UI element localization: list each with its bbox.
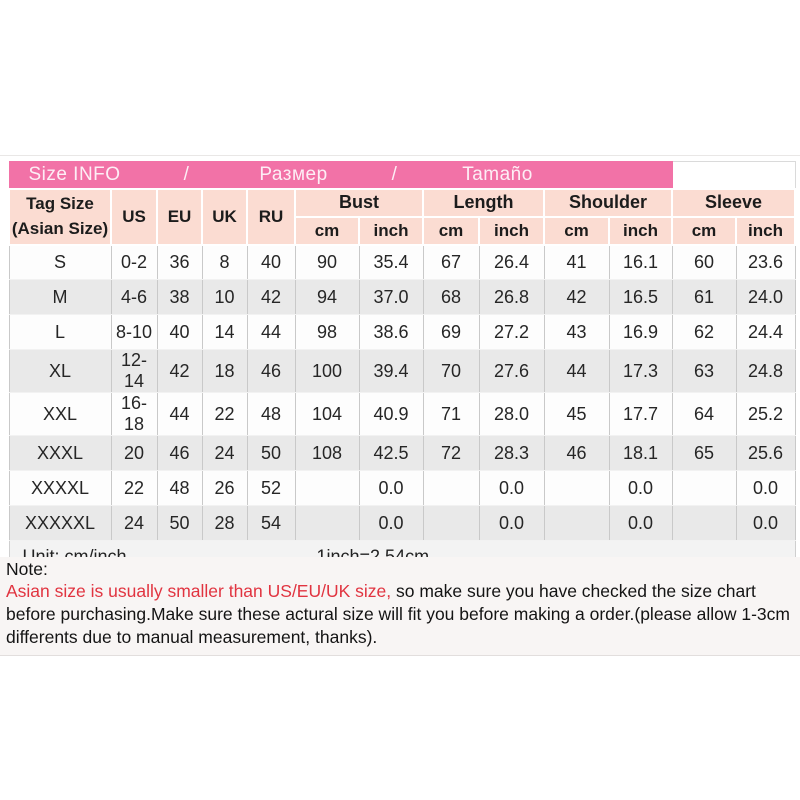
- cell-shoulder-inch: 16.1: [609, 245, 672, 280]
- cell-shoulder-inch: 17.7: [609, 393, 672, 436]
- cell-us: 22: [111, 471, 157, 506]
- cell-length-inch: 26.4: [479, 245, 544, 280]
- cell-eu: 46: [157, 436, 202, 471]
- cell-bust-inch: 42.5: [359, 436, 423, 471]
- table-row: [9, 315, 795, 350]
- cell-sleeve-inch: 24.8: [736, 350, 795, 393]
- column-header-eu: EU: [157, 189, 202, 245]
- cell-sleeve-cm: [672, 506, 736, 541]
- cell-sleeve-inch: 25.2: [736, 393, 795, 436]
- cell-us: 24: [111, 506, 157, 541]
- cell-sleeve-inch: 0.0: [736, 471, 795, 506]
- column-header-uk: UK: [202, 189, 247, 245]
- title-empty-cell: [672, 162, 795, 189]
- cell-length-cm: 69: [423, 315, 479, 350]
- cell-ru: 44: [247, 315, 295, 350]
- cell-shoulder-inch: 17.3: [609, 350, 672, 393]
- cell-eu: 36: [157, 245, 202, 280]
- cell-length-inch: 27.2: [479, 315, 544, 350]
- cell-bust-cm: 108: [295, 436, 359, 471]
- size-rows: [9, 245, 795, 541]
- cell-bust-cm: [295, 506, 359, 541]
- cell-length-cm: 67: [423, 245, 479, 280]
- cell-sleeve-cm: 62: [672, 315, 736, 350]
- cell-bust-inch: 39.4: [359, 350, 423, 393]
- cell-bust-inch: 40.9: [359, 393, 423, 436]
- cell-shoulder-cm: 44: [544, 350, 609, 393]
- table-row: [9, 245, 795, 280]
- subheader-bust-cm: cm: [295, 217, 359, 245]
- table-title-bar: [9, 162, 672, 189]
- cell-sleeve-cm: 60: [672, 245, 736, 280]
- cell-length-inch: 0.0: [479, 506, 544, 541]
- title-segment-tamano: Tamaño: [462, 163, 533, 185]
- cell-tag: XXXXXL: [9, 506, 111, 541]
- title-segment-razmer: Размер: [259, 163, 328, 185]
- cell-bust-inch: 37.0: [359, 280, 423, 315]
- cell-ru: 52: [247, 471, 295, 506]
- cell-length-cm: 71: [423, 393, 479, 436]
- cell-tag: M: [9, 280, 111, 315]
- cell-ru: 40: [247, 245, 295, 280]
- gridline-divider: [0, 155, 800, 156]
- cell-bust-inch: 35.4: [359, 245, 423, 280]
- cell-bust-cm: 94: [295, 280, 359, 315]
- cell-ru: 46: [247, 350, 295, 393]
- cell-sleeve-inch: 24.0: [736, 280, 795, 315]
- cell-sleeve-inch: 23.6: [736, 245, 795, 280]
- cell-length-inch: 28.0: [479, 393, 544, 436]
- cell-sleeve-inch: 24.4: [736, 315, 795, 350]
- cell-length-inch: 27.6: [479, 350, 544, 393]
- cell-ru: 54: [247, 506, 295, 541]
- cell-shoulder-inch: 0.0: [609, 471, 672, 506]
- subheader-bust-inch: inch: [359, 217, 423, 245]
- title-separator: /: [183, 163, 190, 185]
- cell-tag: XXXL: [9, 436, 111, 471]
- cell-uk: 10: [202, 280, 247, 315]
- cell-us: 16-18: [111, 393, 157, 436]
- cell-shoulder-inch: 18.1: [609, 436, 672, 471]
- cell-bust-inch: 38.6: [359, 315, 423, 350]
- note-highlight: Asian size is usually smaller than US/EU/UK size,: [6, 581, 392, 601]
- cell-sleeve-inch: 0.0: [736, 506, 795, 541]
- subheader-shoulder-inch: inch: [609, 217, 672, 245]
- cell-sleeve-cm: 63: [672, 350, 736, 393]
- note-section: [0, 557, 800, 656]
- cell-bust-cm: [295, 471, 359, 506]
- cell-length-cm: [423, 471, 479, 506]
- note-text: [6, 580, 792, 649]
- note-body: so make sure you have checked the size chart before purchasing.Make sure these actural size will fit you before making a order.(please allow 1-3cm differents due to manual measurement, thanks).: [6, 581, 790, 647]
- cell-bust-cm: 104: [295, 393, 359, 436]
- cell-shoulder-cm: [544, 506, 609, 541]
- cell-shoulder-cm: 46: [544, 436, 609, 471]
- cell-sleeve-inch: 25.6: [736, 436, 795, 471]
- cell-shoulder-cm: 45: [544, 393, 609, 436]
- cell-length-inch: 26.8: [479, 280, 544, 315]
- group-header-sleeve: Sleeve: [672, 189, 795, 217]
- subheader-sleeve-inch: inch: [736, 217, 795, 245]
- table-title-row: [9, 162, 795, 189]
- column-header-ru: RU: [247, 189, 295, 245]
- cell-bust-cm: 90: [295, 245, 359, 280]
- cell-shoulder-cm: 43: [544, 315, 609, 350]
- title-segment-size-info: Size INFO: [28, 163, 121, 185]
- cell-bust-cm: 98: [295, 315, 359, 350]
- cell-us: 20: [111, 436, 157, 471]
- tag-size-header: [9, 189, 111, 245]
- group-header-shoulder: Shoulder: [544, 189, 672, 217]
- cell-sleeve-cm: 64: [672, 393, 736, 436]
- cell-bust-inch: 0.0: [359, 471, 423, 506]
- cell-eu: 50: [157, 506, 202, 541]
- cell-shoulder-inch: 16.5: [609, 280, 672, 315]
- cell-uk: 18: [202, 350, 247, 393]
- cell-sleeve-cm: 61: [672, 280, 736, 315]
- cell-tag: XL: [9, 350, 111, 393]
- cell-us: 12-14: [111, 350, 157, 393]
- column-header-us: US: [111, 189, 157, 245]
- cell-length-cm: 70: [423, 350, 479, 393]
- cell-eu: 38: [157, 280, 202, 315]
- cell-uk: 8: [202, 245, 247, 280]
- cell-ru: 42: [247, 280, 295, 315]
- cell-shoulder-cm: 41: [544, 245, 609, 280]
- cell-eu: 44: [157, 393, 202, 436]
- cell-uk: 24: [202, 436, 247, 471]
- cell-uk: 28: [202, 506, 247, 541]
- cell-ru: 48: [247, 393, 295, 436]
- cell-sleeve-cm: [672, 471, 736, 506]
- table-header-row: [9, 189, 795, 217]
- cell-length-inch: 28.3: [479, 436, 544, 471]
- cell-us: 8-10: [111, 315, 157, 350]
- table-row: [9, 350, 795, 393]
- cell-eu: 42: [157, 350, 202, 393]
- subheader-length-inch: inch: [479, 217, 544, 245]
- subheader-length-cm: cm: [423, 217, 479, 245]
- size-chart-table: [8, 161, 796, 574]
- cell-us: 0-2: [111, 245, 157, 280]
- cell-tag: S: [9, 245, 111, 280]
- cell-length-cm: 68: [423, 280, 479, 315]
- group-header-length: Length: [423, 189, 544, 217]
- table-row: [9, 436, 795, 471]
- cell-bust-inch: 0.0: [359, 506, 423, 541]
- cell-uk: 22: [202, 393, 247, 436]
- cell-length-cm: [423, 506, 479, 541]
- table-row: [9, 471, 795, 506]
- note-label: Note:: [6, 559, 48, 579]
- subheader-sleeve-cm: cm: [672, 217, 736, 245]
- cell-shoulder-cm: [544, 471, 609, 506]
- group-header-bust: Bust: [295, 189, 423, 217]
- cell-ru: 50: [247, 436, 295, 471]
- tag-size-header-line1: Tag Size: [26, 193, 94, 213]
- table-row: [9, 280, 795, 315]
- cell-tag: XXL: [9, 393, 111, 436]
- title-separator: /: [391, 163, 398, 185]
- cell-shoulder-cm: 42: [544, 280, 609, 315]
- cell-tag: L: [9, 315, 111, 350]
- cell-tag: XXXXL: [9, 471, 111, 506]
- table-row: [9, 393, 795, 436]
- cell-uk: 14: [202, 315, 247, 350]
- tag-size-header-line2: (Asian Size): [11, 218, 109, 238]
- cell-sleeve-cm: 65: [672, 436, 736, 471]
- cell-length-inch: 0.0: [479, 471, 544, 506]
- cell-shoulder-inch: 0.0: [609, 506, 672, 541]
- cell-length-cm: 72: [423, 436, 479, 471]
- table-row: [9, 506, 795, 541]
- cell-bust-cm: 100: [295, 350, 359, 393]
- cell-uk: 26: [202, 471, 247, 506]
- cell-eu: 48: [157, 471, 202, 506]
- subheader-shoulder-cm: cm: [544, 217, 609, 245]
- cell-us: 4-6: [111, 280, 157, 315]
- cell-eu: 40: [157, 315, 202, 350]
- cell-shoulder-inch: 16.9: [609, 315, 672, 350]
